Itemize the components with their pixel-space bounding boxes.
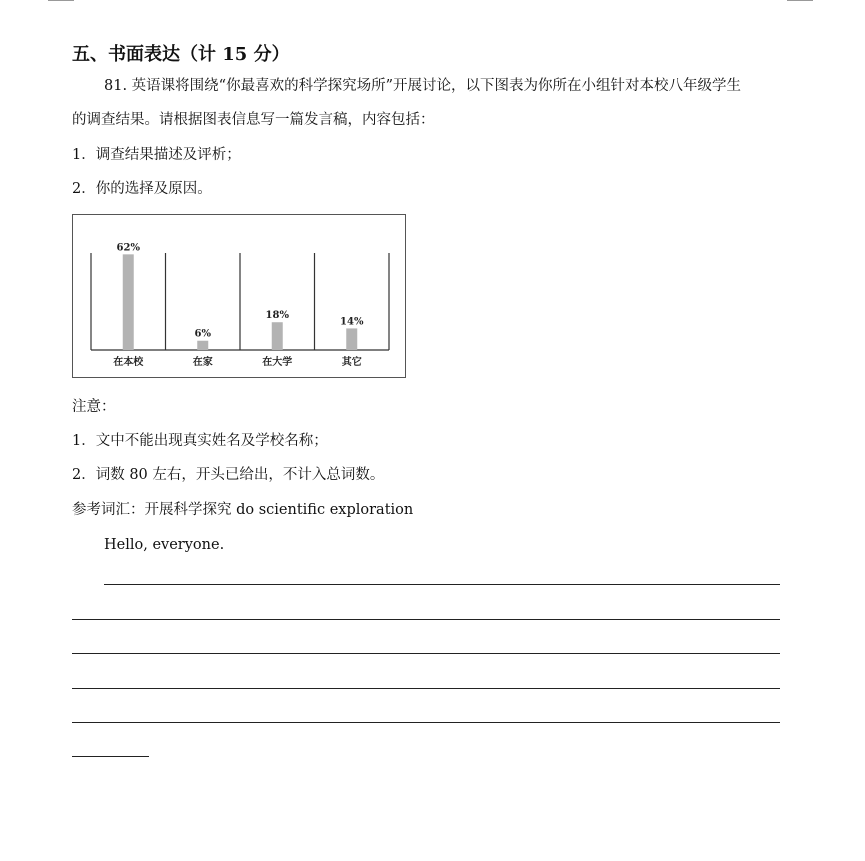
chart-bar — [272, 322, 283, 350]
chart-bar — [197, 341, 208, 350]
content-item-1: 1．调查结果描述及评析； — [72, 147, 241, 163]
top-mark-left — [48, 0, 74, 1]
note-item-2: 2．词数 80 左右，开头已给出，不计入总词数。 — [72, 467, 385, 483]
question-line-1: 81. 英语课将围绕“你最喜欢的科学探究场所”开展讨论，以下图表为你所在小组针对本校八年级学生 — [104, 78, 741, 94]
answer-line[interactable] — [72, 688, 780, 689]
answer-line[interactable] — [72, 756, 149, 757]
vocab-hint: 参考词汇：开展科学探究 do scientific exploration — [72, 502, 414, 518]
question-line-2: 的调查结果。请根据图表信息写一篇发言稿，内容包括： — [72, 112, 435, 128]
answer-line[interactable] — [72, 722, 780, 723]
chart-canvas — [73, 215, 407, 379]
survey-bar-chart — [72, 214, 406, 378]
answer-line[interactable] — [104, 584, 780, 585]
chart-category-label: 在本校 — [113, 357, 144, 368]
chart-data-label: 18% — [265, 310, 289, 322]
chart-data-label: 6% — [194, 328, 211, 340]
chart-category-label: 在家 — [192, 357, 213, 368]
chart-bar — [123, 254, 134, 350]
top-mark-right — [787, 0, 813, 1]
answer-line[interactable] — [72, 619, 780, 620]
content-item-2: 2．你的选择及原因。 — [72, 181, 212, 197]
chart-category-label: 在大学 — [262, 357, 293, 368]
chart-category-label: 其它 — [341, 357, 362, 368]
notes-label: 注意： — [72, 399, 116, 415]
note-item-1: 1．文中不能出现真实姓名及学校名称； — [72, 433, 328, 449]
section-title: 五、书面表达（计 15 分） — [72, 44, 290, 65]
chart-data-label: 62% — [116, 242, 140, 254]
answer-line[interactable] — [72, 653, 780, 654]
opening-line: Hello, everyone. — [104, 537, 225, 553]
chart-bar — [346, 328, 357, 350]
chart-data-label: 14% — [340, 316, 364, 328]
